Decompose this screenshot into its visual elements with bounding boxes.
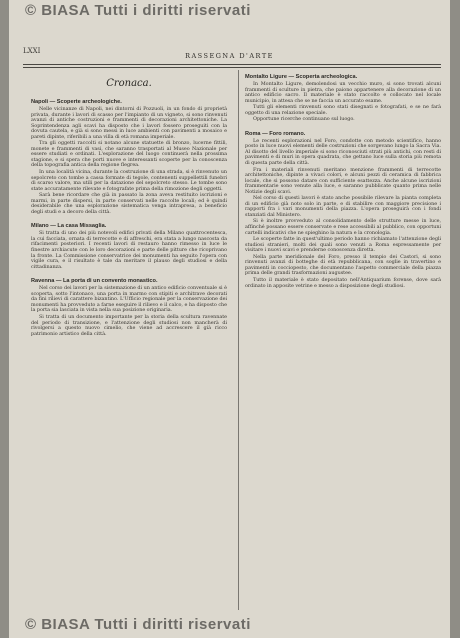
section-heading: Milano — La casa Missaglia. [31,223,107,230]
paragraph: Sarà bene ricordare che già in passato la zona aveva restituito iscrizioni e marmi, in parte dispersi, in parte conservati nelle raccolte locali; ed è quindi desiderabile che una esplorazione sistematica venga intrapresa, a beneficio degli studi e a decoro della città. [31,192,227,215]
left-column [31,70,227,341]
paragraph: In Montalto Ligure, demolendosi un vecchio muro, si sono trovati alcuni frammenti di sculture in pietra, che paiono appartenere alla decorazione di un antico edificio sacro. Il materiale è stato raccolto e collocato nel locale municipio, in attesa che se ne faccia un accurato esame. [245,81,441,104]
scanned-page [9,0,450,638]
paragraph: Tutti gli elementi rinvenuti sono stati disegnati e fotografati, e se ne farà oggetto di una relazione speciale. [245,104,441,116]
section-heading: Montalto Ligure — Scoperta archeologica. [245,74,358,80]
paragraph: Le recenti esplorazioni nel Foro, condotte con metodo scientifico, hanno posto in luce nuovi elementi delle costruzioni che sorgevano lungo la Sacra Via. Al disotto del livello imperiale si sono riconosciuti strati più antichi, con resti di pavimenti e di muri in opera quadrata, che gettano luce sulla storia più remota di questa parte della città. [245,137,441,167]
watermark-bottom: © BIASA Tutti i diritti riservati [25,616,251,633]
paragraph: Si tratta di un documento importante per la storia della scultura ravennate del periodo di transizione, e l'attenzione degli studiosi non mancherà di rivolgersi a questo nuovo cimelio, che viene ad accrescere il già ricco patrimonio artistico della città. [31,313,227,337]
paragraph: Le scoperte fatte in quest'ultimo periodo hanno richiamato l'attenzione degli studiosi stranieri, molti dei quali sono venuti a Roma espressamente per visitare i nuovi scavi e prenderne conoscenza diretta. [245,236,441,254]
paragraph: Si è inoltre provveduto al consolidamento delle strutture messe in luce, affinché possano essere conservate e rese accessibili al pubblico, con opportuni cartelli indicativi che ne spieghino la natura e la cronologia. [245,218,441,236]
watermark-top: © BIASA Tutti i diritti riservati [25,2,251,19]
paragraph: In una località vicina, durante la costruzione di una strada, si è rinvenuto un sepolcreto con tombe a cassa formate di tegole, contenenti suppellettili funebri di scarso valore, ma utili per la datazione del sepolcreto stesso. Le tombe sono state accuratamente rilevate e fotografate prima della rimozione degli oggetti. [31,169,227,192]
paragraph: Tra gli oggetti raccolti si notano alcune statuette di bronzo, lucerne fittili, monete e frammenti di vasi, che saranno trasportati al Museo Nazionale per essere studiati e ordinati. L'esplorazione del luogo continuerà nella prossima stagione, e si spera che porti nuove e interessanti scoperte per la conoscenza della topografia antica della regione flegrea. [31,140,227,169]
paragraph: Si tratta di uno dei più notevoli edifici privati della Milano quattrocentesca, la cui facciata, ornata di terrecotte e di affreschi, era stata a lungo nascosta da rifacimenti posteriori. I recenti lavori di restauro hanno rimesso in luce le finestre archiacute con le loro decorazioni e parte delle pitture che ricoprivano la fronte. La Commissione conservatrice dei monumenti ha seguito l'opera con vigile cura, e il risultato è tale da meritare il plauso degli studiosi e della cittadinanza. [31,230,227,270]
header-rule [23,64,441,65]
column-divider [238,70,239,610]
paragraph: Nelle vicinanze di Napoli, nei dintorni di Pozzuoli, in un fondo di proprietà privata, durante i lavori di scasso per l'impianto di un vigneto, si sono rinvenuti avanzi di antiche costruzioni e frammenti di decorazioni architettoniche. La Soprintendenza agli scavi ha disposto che i lavori fossero proseguiti con la dovuta cautela, e già si sono messi in luce ambienti con pavimenti a mosaico e pareti dipinte, riferibili a una villa di età romana imperiale. [31,106,227,140]
paragraph: Fra i materiali rinvenuti meritano menzione frammenti di terrecotte architettoniche, dipinte a vivaci colori, e alcuni pezzi di ceramica di fabbrica locale, che si possono datare con sufficiente esattezza. Anche alcune iscrizioni frammentarie sono venute alla luce, e saranno pubblicate quanto prima nelle Notizie degli scavi. [245,166,441,195]
paragraph: Opportune ricerche continuano sul luogo. [253,116,355,123]
section-heading: Napoli — Scoperte archeologiche. [31,99,122,105]
column-title: Cronaca. [106,78,152,89]
page-number: LXXI [23,47,41,55]
left-sections [31,99,227,341]
paragraph: Nel corso di questi lavori è stato anche possibile rilevare la pianta completa di un edificio già noto solo in parte, e di stabilire con maggiore precisione i rapporti fra i vari monumenti della piazza. L'opera proseguirà con i fondi stanziati dal Ministero. [245,195,441,218]
header-rule-double [23,67,441,68]
section-heading: Ravenna — La porta di un convento monastico. [31,278,158,285]
right-sections [245,74,441,293]
paragraph: Nel corso dei lavori per la sistemazione di un antico edificio conventuale si è scoperta, sotto l'intonaco, una porta in marmo con stipiti e architrave decorati da fini rilievi di carattere bizantino. L'Ufficio regionale per la conservazione dei monumenti ha provveduto a farne eseguire il rilievo e il calco, e ha disposto che la porta sia lasciata in vista nella sua posizione originaria. [31,285,227,314]
right-column [245,70,441,293]
running-head: RASSEGNA D'ARTE [185,52,274,60]
section-heading: Roma — Foro romano. [245,130,306,137]
paragraph: Nella parte meridionale del Foro, presso il tempio dei Castori, si sono rinvenuti avanzi di botteghe di età repubblicana, con soglie in travertino e pavimenti in cocciopesto, che documentano l'aspetto commerciale della piazza prima delle grandi trasformazioni augustee. [245,253,441,277]
paragraph: Tutto il materiale è stato depositato nell'Antiquarium forense, dove sarà ordinato in apposite vetrine e messo a disposizione degli studiosi. [245,276,441,289]
